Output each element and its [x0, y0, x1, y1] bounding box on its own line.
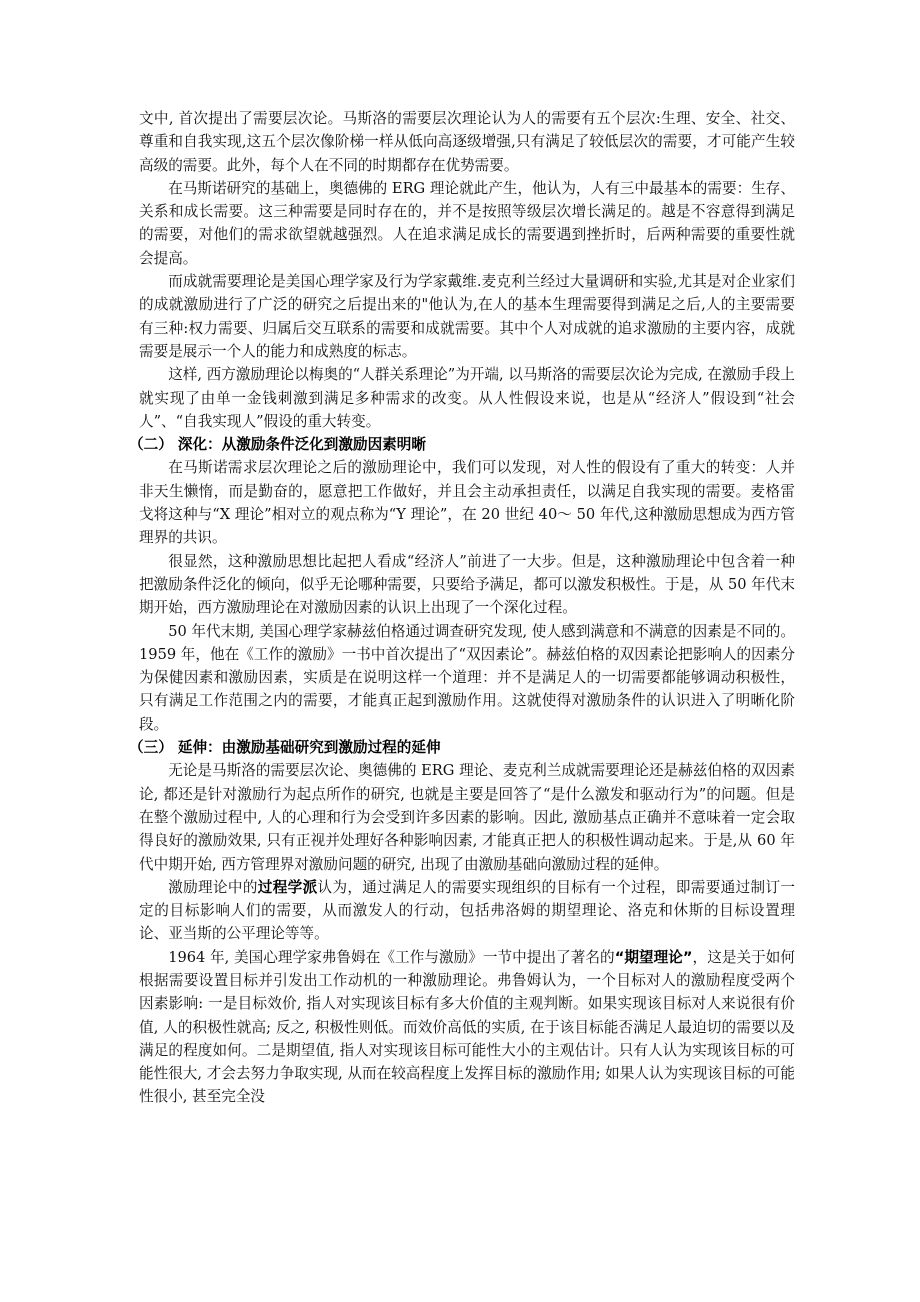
- document-page: [129, 107, 795, 1109]
- paragraph-9-bold-term: 过程学派: [257, 878, 318, 896]
- section-heading-3: （三） 延伸：由激励基础研究到激励过程的延伸: [129, 739, 441, 757]
- paragraph-9-text-b: 认为，通过满足人的需要实现组织的目标有一个过程，即需要通过制订一定的目标影响人们的需要，从而激发人的行动，包括弗洛姆的期望理论、洛克和休斯的目标设置理论、亚当斯的公平理论等等。: [139, 878, 795, 943]
- paragraph-9: [139, 876, 795, 946]
- paragraph-3: 而成就需要理论是美国心理学家及行为学家戴维.麦克利兰经过大量调研和实验,尤其是对企业家们的成就激励进行了广泛的研究之后提出来的"他认为,在人的基本生理需要得到满足之后,人的主要需要有三种:权力需要、归属后交互联系的需要和成就需要。其中个人对成就的追求激励的主要内容，成就需要是展示一个人的能力和成熟度的标志。: [139, 273, 795, 360]
- paragraph-10-text-b: ，这是关于如何根据需要设置目标并引发出工作动机的一种激励理论。弗鲁姆认为，一个目标对人的激励程度受两个因素影响: 一是目标效价, 指人对实现该目标有多大价值的主观判断。如果实现该目标对人来说很有价值, 人的积极性就高; 反之, 积极性则低。而效价高低的实质, 在于该目标能否满足人最迫切的需要以及满足的程度如何。二是期望值, 指人对实现该目标可能性大小的主观估计。只有人认为实现该目标的可能性很大, 才会去努力争取实现, 从而在较高程度上发挥目标的激励作用; 如果人认为实现该目标的可能性很小, 甚至完全没: [139, 948, 795, 1106]
- paragraph-10-text-a: 1964 年, 美国心理学家弗鲁姆在《工作与激励》一节中提出了著名的: [168, 948, 615, 966]
- paragraph-7: 50 年代末期, 美国心理学家赫兹伯格通过调查研究发现, 使人感到满意和不满意的因素是不同的。1959 年，他在《工作的激励》一书中首次提出了“双因素论”。赫兹伯格的双因素论把影响人的因素分为保健因素和激励因素，实质是在说明这样一个道理：并不是满足人的一切需要都能够调动积极性，只有满足工作范围之内的需要，才能真正起到激励作用。这就使得对激励条件的认识进入了明晰化阶段。: [139, 622, 795, 733]
- paragraph-4: 这样, 西方激励理论以梅奥的“人群关系理论”为开端, 以马斯洛的需要层次论为完成, 在激励手段上就实现了由单一金钱刺激到满足多种需求的改变。从人性假设来说，也是从“经济人”假设到“社会人”、“自我实现人”假设的重大转变。: [139, 366, 795, 430]
- paragraph-1: 文中, 首次提出了需要层次论。马斯洛的需要层次理论认为人的需要有五个层次:生理、安全、社交、尊重和自我实现,这五个层次像阶梯一样从低向高逐级增强,只有满足了较低层次的需要，才可能产生较高级的需要。此外，每个人在不同的时期都存在优势需要。: [139, 110, 795, 174]
- paragraph-5: 在马斯诺需求层次理论之后的激励理论中，我们可以发现，对人性的假设有了重大的转变：人并非天生懒惰，而是勤奋的，愿意把工作做好，并且会主动承担责任，以满足自我实现的需要。麦格雷戈将这种与“X 理论”相对立的观点称为“Y 理论”，在 20 世纪 40～ 50 年代,这种激励思想成为西方管理界的共识。: [139, 459, 795, 547]
- paragraph-2: 在马斯诺研究的基础上，奥德佛的 ERG 理论就此产生，他认为，人有三中最基本的需要：生存、关系和成长需要。这三种需要是同时存在的，并不是按照等级层次增长满足的。越是不容意得到满足的需要，对他们的需求欲望就越强烈。人在追求满足成长的需要遇到挫折时，后两种需要的重要性就会提高。: [139, 179, 795, 267]
- paragraph-6: 很显然，这种激励思想比起把人看成“经济人”前进了一大步。但是，这种激励理论中包含着一种把激励条件泛化的倾向，似乎无论哪种需要，只要给予满足，都可以激发积极性。于是，从 50 年代末期开始，西方激励理论在对激励因素的认识上出现了一个深化过程。: [139, 552, 795, 617]
- paragraph-10-bold-term: “期望理论”: [614, 948, 693, 966]
- paragraph-8: 无论是马斯洛的需要层次论、奥德佛的 ERG 理论、麦克利兰成就需要理论还是赫兹伯格的双因素论, 都还是针对激励行为起点所作的研究, 也就是主要是回答了“是什么激发和驱动行为”的问题。但是在整个激励过程中, 人的心理和行为会受到许多因素的影响。因此, 激励基点正确并不意味着一定会取得良好的激励效果, 只有正视并处理好各种影响因素, 才能真正把人的积极性调动起来。于是,从 60 年代中期开始, 西方管理界对激励问题的研究, 出现了由激励基础向激励过程的延伸。: [139, 762, 795, 873]
- paragraph-9-text-a: 激励理论中的: [168, 878, 258, 896]
- section-heading-2: （二） 深化：从激励条件泛化到激励因素明晰: [129, 436, 426, 454]
- paragraph-10: [139, 946, 795, 1109]
